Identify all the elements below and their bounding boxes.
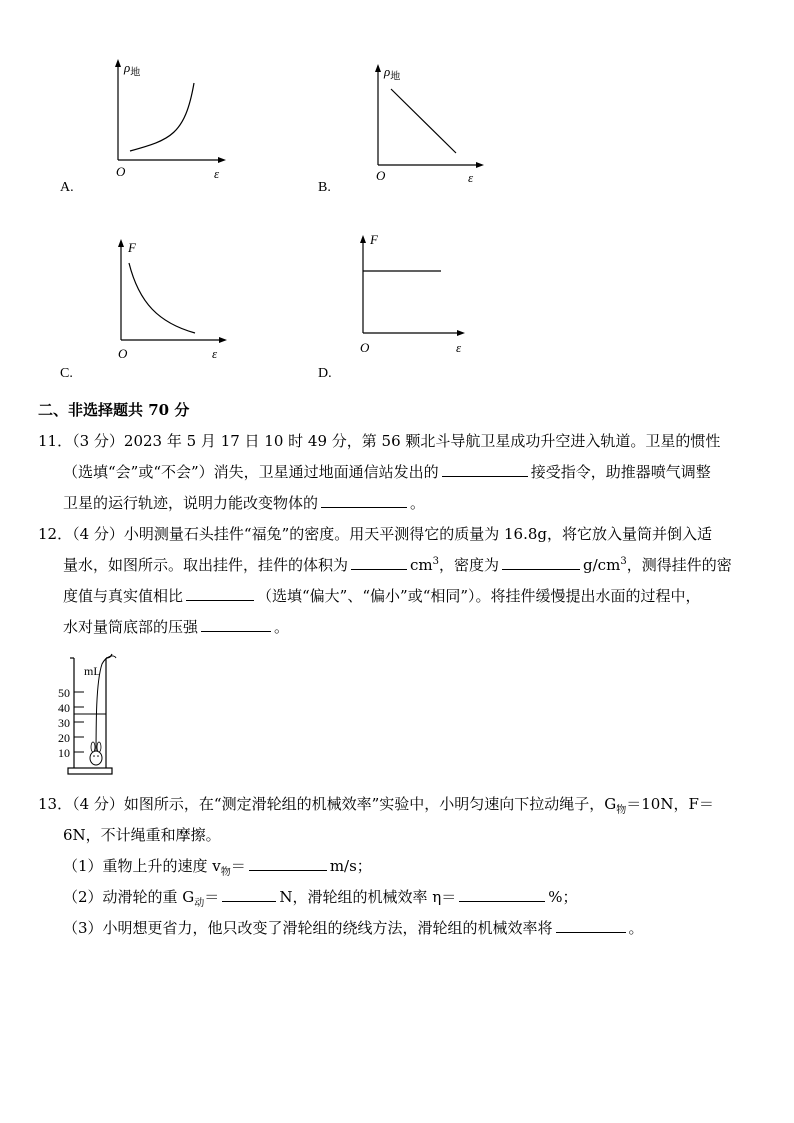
q12-line1: 12．（4 分）小明测量石头挂件“福兔”的密度。用天平测得它的质量为 16.8g，将它放入量筒并倒入适 <box>38 525 713 543</box>
q12-line2: 量水，如图所示。取出挂件，挂件的体积为 $cm^3$，密度为 $g/cm^3$，测得挂件的密 <box>63 556 732 574</box>
graph-a-x-label: ε <box>214 166 220 181</box>
q11-blank-2[interactable] <box>321 493 407 508</box>
q13-line1: 13．（4 分）如图所示，在“测定滑轮组的机械效率”实验中，小明匀速向下拉动绳子，$G_物=10N$，F＝ <box>38 795 714 816</box>
q12-blank-pressure[interactable] <box>201 617 271 632</box>
q13-part2: （2）动滑轮的重 $G_动= N$，滑轮组的机械效率 η＝ %； <box>63 888 578 909</box>
graph-d-x-label: ε <box>456 340 462 355</box>
graph-b-y-label: $\rho_地$ <box>384 64 401 83</box>
graph-d <box>345 225 485 350</box>
q12-blank-density[interactable] <box>502 555 580 570</box>
q12-blank-compare[interactable] <box>186 586 254 601</box>
graph-c-y-label: F <box>128 240 136 255</box>
tick-label: 40 <box>58 701 70 715</box>
cylinder-unit-label: mL <box>84 664 101 678</box>
graph-d-y-label: F <box>370 232 378 247</box>
q13-blank-pulley-weight[interactable] <box>222 887 276 902</box>
q11-line1: 11．（3 分）2023 年 5 月 17 日 10 时 49 分，第 56 颗北斗导航卫星成功升空进入轨道。卫星的惯性 <box>38 432 721 450</box>
q13-blank-velocity[interactable] <box>249 856 327 871</box>
graph-b <box>360 55 500 185</box>
graph-b-x-label: ε <box>468 170 474 185</box>
q13-line2: 6N，不计绳重和摩擦。 <box>63 826 221 844</box>
option-c-label: C. <box>60 366 73 381</box>
q11-line2: （选填“会”或“不会”）消失，卫星通过地面通信站发出的 接受指令，助推器喷气调整 <box>63 463 711 481</box>
graph-c-x-label: ε <box>212 346 218 361</box>
q13-blank-efficiency-change[interactable] <box>556 918 626 933</box>
graph-a-origin: O <box>116 164 126 179</box>
tick-label: 10 <box>58 746 70 760</box>
section-title: 二、非选择题共 70 分 <box>38 401 190 419</box>
graph-b-origin: O <box>376 168 386 183</box>
tick-label: 20 <box>58 731 70 745</box>
graph-c <box>103 225 243 350</box>
graph-a-y-label: $\rho_地$ <box>124 60 141 79</box>
option-a-label: A. <box>60 180 74 195</box>
q11-blank-1[interactable] <box>442 462 528 477</box>
tick-label: 50 <box>58 686 70 700</box>
q12-blank-volume[interactable] <box>351 555 407 570</box>
tick-label: 30 <box>58 716 70 730</box>
q13-blank-efficiency[interactable] <box>459 887 545 902</box>
q13-part1: （1）重物上升的速度 $v_物= m/s$； <box>63 857 372 878</box>
graph-c-origin: O <box>118 346 128 361</box>
q12-line3: 度值与真实值相比 （选填“偏大”、“偏小”或“相同”）。将挂件缓慢提出水面的过程中， <box>63 587 701 605</box>
q12-line4: 水对量筒底部的压强 。 <box>63 618 290 636</box>
graph-d-origin: O <box>360 340 370 355</box>
q13-part3: （3）小明想更省力，他只改变了滑轮组的绕线方法，滑轮组的机械效率将 。 <box>63 919 644 937</box>
q11-line3: 卫星的运行轨迹，说明力能改变物体的 。 <box>63 494 426 512</box>
cylinder-tick-labels <box>58 686 70 761</box>
option-d-label: D. <box>318 366 332 381</box>
option-b-label: B. <box>318 180 331 195</box>
